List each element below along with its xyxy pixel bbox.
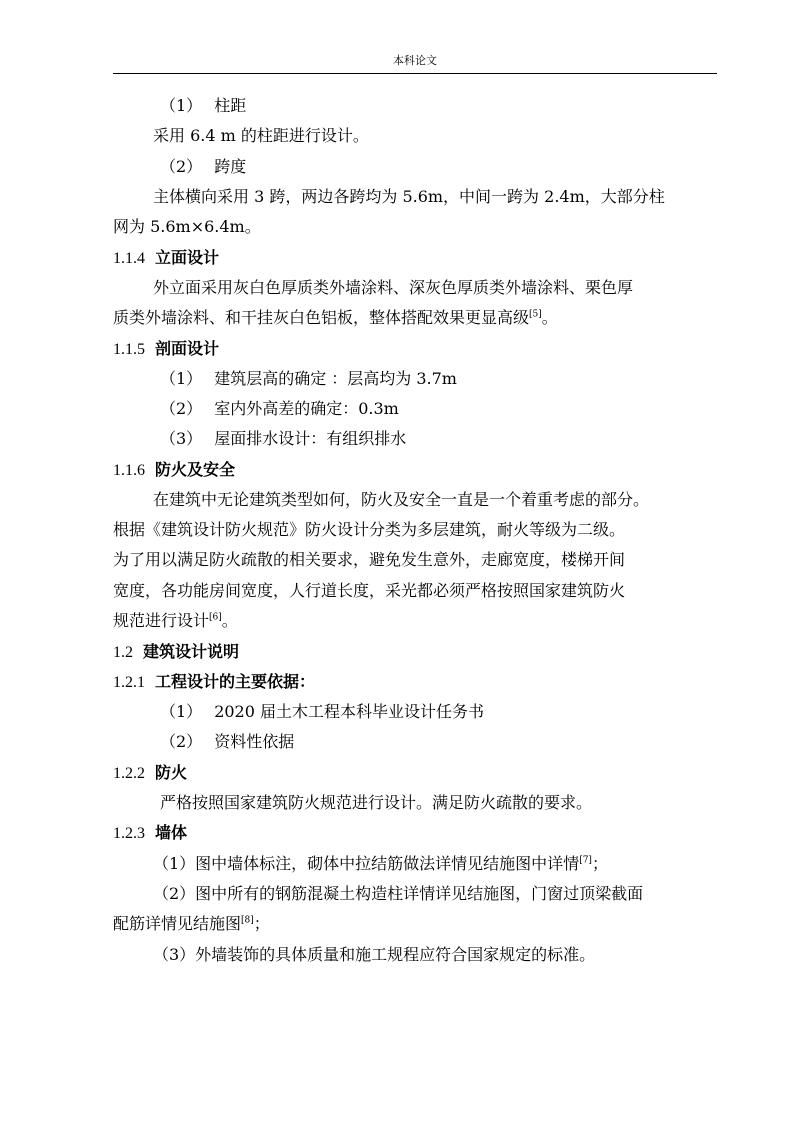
paragraph: 为了用以满足防火疏散的相关要求，避免发生意外，走廊宽度，楼梯开间: [113, 550, 626, 569]
list-item: （2） 资料性依据: [160, 732, 295, 751]
section-heading-1-1-6: 1.1.6 防火及安全: [113, 460, 236, 479]
section-heading-1-2-2: 1.2.2 防火: [113, 763, 188, 782]
paragraph: 采用 6.4 m 的柱距进行设计。: [153, 126, 369, 145]
list-item: （2） 室内外高差的确定：0.3m: [160, 399, 399, 418]
paragraph: 外立面采用灰白色厚质类外墙涂料、深灰色厚质类外墙涂料、栗色厚: [153, 278, 634, 297]
paragraph: 主体横向采用 3 跨，两边各跨均为 5.6m，中间一跨为 2.4m，大部分柱: [153, 187, 665, 206]
header-rule: [113, 73, 717, 74]
paragraph: 严格按照国家建筑防火规范进行设计。满足防火疏散的要求。: [160, 793, 593, 812]
paragraph: 质类外墙涂料、和干挂灰白色铝板，整体搭配效果更显高级[5]。: [113, 308, 558, 327]
paragraph: 在建筑中无论建筑类型如何，防火及安全一直是一个着重考虑的部分。: [153, 490, 650, 509]
list-item-column-spacing: （1） 柱距: [160, 96, 247, 115]
citation-ref: [8]: [241, 915, 254, 926]
paragraph: 根据《建筑设计防火规范》防火设计分类为多层建筑，耐火等级为二级。: [113, 520, 626, 539]
section-heading-1-2-3: 1.2.3 墙体: [113, 823, 188, 842]
paragraph: 配筋详情见结施图[8]；: [113, 914, 270, 933]
citation-ref: [6]: [209, 612, 222, 623]
list-item: （1）图中墙体标注，砌体中拉结筋做法详情见结施图中详情[7]；: [153, 854, 608, 873]
citation-ref: [5]: [529, 309, 542, 320]
section-heading-1-2-1: 1.2.1 工程设计的主要依据：: [113, 672, 316, 691]
citation-ref: [7]: [579, 855, 592, 866]
paragraph: 规范进行设计[6]。: [113, 611, 238, 630]
section-heading-1-1-5: 1.1.5 剖面设计: [113, 339, 220, 358]
section-heading-1-1-4: 1.1.4 立面设计: [113, 248, 220, 267]
list-item: （1） 2020 届土木工程本科毕业设计任务书: [160, 702, 484, 721]
list-item: （3）外墙装饰的具体质量和施工规程应符合国家规定的标准。: [153, 945, 596, 964]
section-heading-1-2: 1.2 建筑设计说明: [113, 642, 240, 661]
list-item: （3） 屋面排水设计：有组织排水: [160, 429, 407, 448]
list-item: （2）图中所有的钢筋混凝土构造柱详情详见结施图，门窗过顶梁截面: [153, 884, 644, 903]
list-item: （1） 建筑层高的确定 ：层高均为 3.7m: [160, 369, 457, 388]
page-header-title: 本科论文: [393, 54, 437, 67]
list-item-span: （2） 跨度: [160, 157, 247, 176]
paragraph: 网为 5.6m×6.4m。: [113, 217, 261, 236]
paragraph: 宽度，各功能房间宽度，人行道长度，采光都必须严格按照国家建筑防火: [113, 581, 626, 600]
